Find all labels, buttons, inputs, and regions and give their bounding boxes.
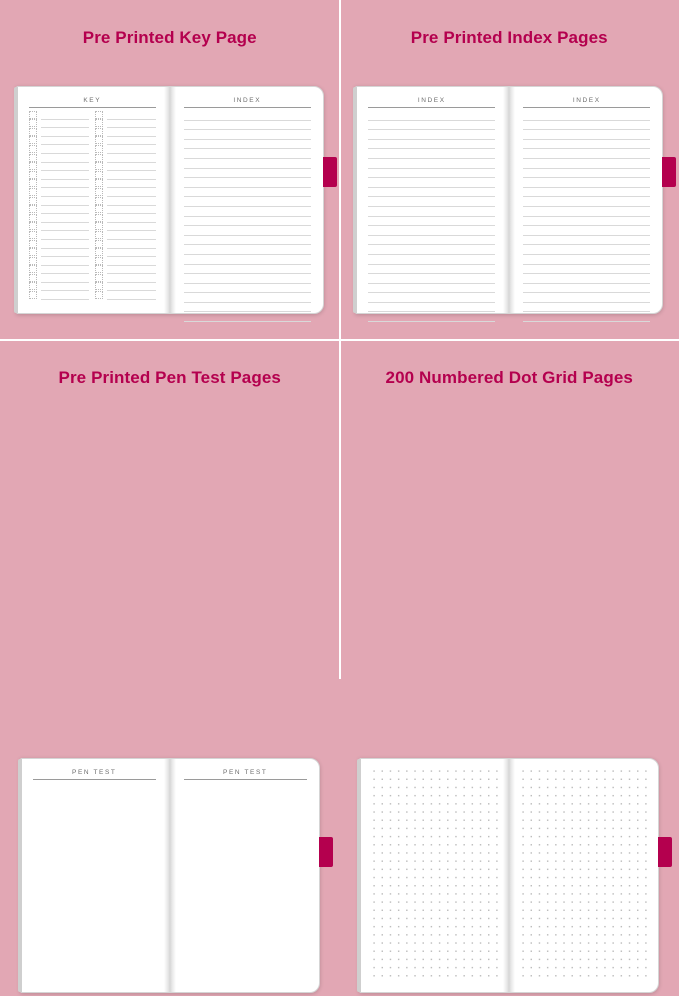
quadrant-title-index: Pre Printed Index Pages xyxy=(340,28,679,48)
checkbox-icon xyxy=(29,205,37,213)
page-header-index-left: INDEX xyxy=(368,97,495,108)
key-row xyxy=(95,120,156,129)
checkbox-icon xyxy=(29,128,37,136)
quadrant-dot-grid-pages xyxy=(340,340,679,680)
checkbox-icon xyxy=(29,291,37,299)
notebook-key-page xyxy=(16,86,324,314)
page-header-index: INDEX xyxy=(184,97,311,108)
key-row xyxy=(95,188,156,197)
key-row xyxy=(29,171,90,180)
page-header-pen-test-right: PEN TEST xyxy=(184,769,307,780)
checkbox-icon xyxy=(95,257,103,265)
checkbox-icon xyxy=(95,162,103,170)
dot-grid-pattern xyxy=(370,767,499,982)
page-header-index-right: INDEX xyxy=(523,97,650,108)
checkbox-icon xyxy=(29,179,37,187)
bookmark-ribbon xyxy=(319,837,333,867)
key-row xyxy=(95,180,156,189)
key-row xyxy=(95,137,156,146)
checkbox-icon xyxy=(95,274,103,282)
checkbox-icon xyxy=(29,248,37,256)
key-row xyxy=(95,231,156,240)
page-pen-test-left xyxy=(21,759,170,992)
quadrant-pen-test-pages xyxy=(0,340,340,680)
checkbox-icon xyxy=(29,119,37,127)
checkbox-icon xyxy=(29,274,37,282)
page-index-right xyxy=(509,87,662,313)
page-dot-grid-right xyxy=(509,759,658,992)
key-column-right xyxy=(95,111,156,300)
key-row xyxy=(29,180,90,189)
checkbox-icon xyxy=(95,111,103,119)
key-row xyxy=(29,145,90,154)
checkbox-icon xyxy=(29,197,37,205)
checkbox-icon xyxy=(29,282,37,290)
checkbox-icon xyxy=(29,162,37,170)
page-header-key: KEY xyxy=(29,97,156,108)
quadrant-title-key: Pre Printed Key Page xyxy=(0,28,340,48)
key-row xyxy=(29,283,90,292)
dot-grid-pattern xyxy=(519,767,648,982)
key-row xyxy=(29,240,90,249)
checkbox-icon xyxy=(95,205,103,213)
key-row xyxy=(95,257,156,266)
checkbox-icon xyxy=(95,265,103,273)
checkbox-icon xyxy=(29,136,37,144)
blank-area xyxy=(33,783,156,996)
checkbox-icon xyxy=(29,214,37,222)
key-row xyxy=(29,214,90,223)
key-row xyxy=(95,214,156,223)
key-row xyxy=(29,128,90,137)
key-row xyxy=(29,188,90,197)
checkbox-icon xyxy=(95,136,103,144)
checkbox-icon xyxy=(95,282,103,290)
key-column-left xyxy=(29,111,90,300)
key-row xyxy=(95,197,156,206)
ruled-lines xyxy=(368,111,495,322)
key-row xyxy=(29,274,90,283)
checkbox-icon xyxy=(29,257,37,265)
ruled-lines xyxy=(184,111,311,322)
checkbox-icon xyxy=(29,240,37,248)
checkbox-icon xyxy=(29,171,37,179)
checkbox-icon xyxy=(29,222,37,230)
key-row xyxy=(29,137,90,146)
key-row xyxy=(29,291,90,300)
page-index-left xyxy=(356,87,509,313)
checkbox-icon xyxy=(95,214,103,222)
checkbox-icon xyxy=(95,240,103,248)
key-row xyxy=(95,240,156,249)
checkbox-icon xyxy=(29,111,37,119)
notebook-index-pages xyxy=(355,86,663,314)
key-row xyxy=(95,145,156,154)
notebook-pen-test-pages xyxy=(20,758,320,993)
page-key xyxy=(17,87,170,313)
checkbox-icon xyxy=(95,171,103,179)
quadrant-index-pages xyxy=(340,0,679,340)
page-header-pen-test-left: PEN TEST xyxy=(33,769,156,780)
key-row xyxy=(29,266,90,275)
checkbox-icon xyxy=(95,128,103,136)
key-row xyxy=(95,206,156,215)
checkbox-icon xyxy=(95,197,103,205)
page-pen-test-right xyxy=(170,759,319,992)
checkbox-icon xyxy=(29,188,37,196)
checkbox-icon xyxy=(95,145,103,153)
bookmark-ribbon xyxy=(323,157,337,187)
checkbox-icon xyxy=(95,248,103,256)
checkbox-icon xyxy=(29,231,37,239)
key-row xyxy=(29,257,90,266)
checkbox-icon xyxy=(29,145,37,153)
key-row xyxy=(29,120,90,129)
key-row xyxy=(95,111,156,120)
key-row xyxy=(95,291,156,300)
checkbox-icon xyxy=(95,188,103,196)
key-row xyxy=(29,163,90,172)
key-row xyxy=(29,231,90,240)
checkbox-icon xyxy=(29,265,37,273)
bookmark-ribbon xyxy=(662,157,676,187)
key-row xyxy=(29,223,90,232)
key-row xyxy=(95,249,156,258)
key-row xyxy=(95,128,156,137)
checkbox-icon xyxy=(95,222,103,230)
bookmark-ribbon xyxy=(658,837,672,867)
key-row xyxy=(95,163,156,172)
checkbox-icon xyxy=(95,119,103,127)
key-row xyxy=(29,206,90,215)
page-dot-grid-left xyxy=(360,759,509,992)
key-row xyxy=(95,223,156,232)
page-index xyxy=(170,87,323,313)
key-row xyxy=(29,249,90,258)
quadrant-key-page xyxy=(0,0,340,340)
key-row xyxy=(29,111,90,120)
key-row xyxy=(95,266,156,275)
ruled-lines xyxy=(523,111,650,322)
key-columns xyxy=(29,111,156,300)
key-row xyxy=(95,274,156,283)
quadrant-title-pen-test: Pre Printed Pen Test Pages xyxy=(0,368,340,388)
quadrant-title-dot-grid: 200 Numbered Dot Grid Pages xyxy=(340,368,679,388)
checkbox-icon xyxy=(95,291,103,299)
key-row xyxy=(29,197,90,206)
notebook-dot-grid-pages xyxy=(359,758,659,993)
checkbox-icon xyxy=(95,179,103,187)
checkbox-icon xyxy=(95,231,103,239)
key-row xyxy=(29,154,90,163)
key-row xyxy=(95,171,156,180)
checkbox-icon xyxy=(95,154,103,162)
checkbox-icon xyxy=(29,154,37,162)
key-row xyxy=(95,154,156,163)
blank-area xyxy=(184,783,307,996)
key-row xyxy=(95,283,156,292)
